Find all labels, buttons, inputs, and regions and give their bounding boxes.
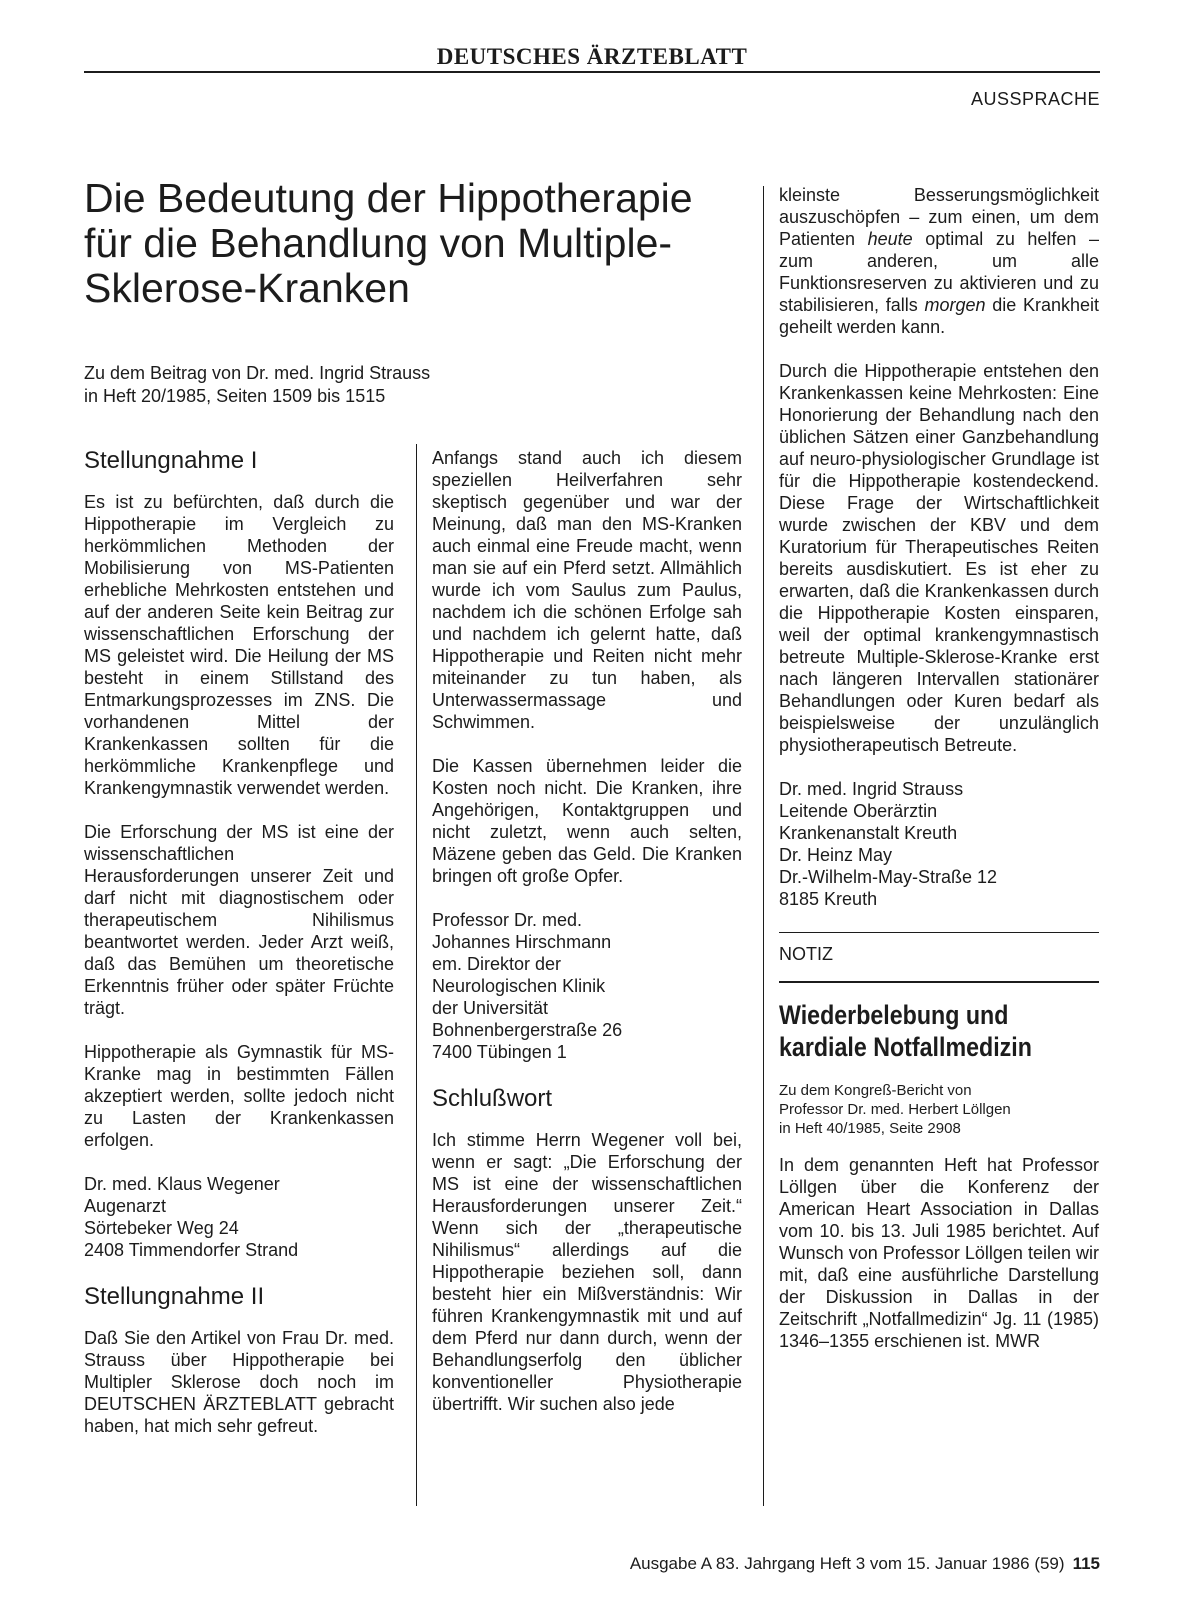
author-address <box>84 1173 394 1261</box>
address-line: Dr. Heinz May <box>779 845 893 865</box>
heading-stellungnahme-1: Stellungnahme I <box>84 447 258 474</box>
notiz-rule <box>779 932 1099 933</box>
text-run: kleinste Besserungsmöglichkeit auszuschöpfen – zum einen, um dem Patienten <box>779 185 1099 249</box>
page-number: 115 <box>1072 1554 1100 1573</box>
address-line: Leitende Oberärztin <box>779 801 938 821</box>
article-headline: Die Bedeutung der Hippotherapie für die Behandlung von Multiple-Sklerose-Kranken <box>84 175 693 311</box>
address-line: 2408 Timmendorfer Strand <box>84 1240 299 1260</box>
address-line: 8185 Kreuth <box>779 889 878 909</box>
paragraph: Die Kassen übernehmen leider die Kosten noch nicht. Die Kranken, ihre Angehörigen, Kontaktgruppen und nicht zuletzt, wenn auch selten, Mäzene geben das Geld. Die Kranken bringen oft große Opfer. <box>432 756 742 886</box>
article-reference <box>84 362 684 408</box>
address-line: 7400 Tübingen 1 <box>432 1042 567 1062</box>
column-3 <box>779 184 1099 1374</box>
notiz-title-line: kardiale Notfallmedizin <box>779 1032 1032 1062</box>
column-2 <box>432 447 742 1437</box>
notiz-ref-line: Zu dem Kongreß-Bericht von <box>779 1082 972 1099</box>
address-line: Dr. med. Klaus Wegener <box>84 1174 280 1194</box>
notiz-title <box>779 999 1054 1063</box>
section-label: AUSSPRACHE <box>970 89 1100 109</box>
address-line: Dr.-Wilhelm-May-Straße 12 <box>779 867 998 887</box>
author-address <box>779 778 1099 910</box>
address-line: em. Direktor der <box>432 954 562 974</box>
reference-line-2: in Heft 20/1985, Seiten 1509 bis 1515 <box>84 386 386 406</box>
notiz-text: In dem genannten Heft hat Professor Löllgen über die Konferenz der American Heart Association in Dallas vom 10. bis 13. Juli 1985 berichtet. Auf Wunsch von Professor Löllgen teilen wir mit, daß eine ausführliche Darstellung der Diskussion in Dallas in der Zeitschrift „Notfallmedizin“ Jg. 11 (1985) 1346–1355 erschienen ist. MWR <box>779 1155 1099 1351</box>
address-line: Bohnenbergerstraße 26 <box>432 1020 623 1040</box>
notiz-ref-line: Professor Dr. med. Herbert Löllgen <box>779 1101 1011 1118</box>
notiz-label: NOTIZ <box>779 944 833 964</box>
notiz-title-line: Wiederbelebung und <box>779 1000 1009 1030</box>
heading-stellungnahme-2: Stellungnahme II <box>84 1283 265 1310</box>
paragraph: Hippotherapie als Gymnastik für MS-Kranke mag in bestimmten Fällen akzeptiert werden, sollte jedoch nicht zu Lasten der Krankenkassen erfolgen. <box>84 1042 394 1150</box>
emphasis-morgen: morgen <box>924 295 986 315</box>
notiz-ref-line: in Heft 40/1985, Seite 2908 <box>779 1120 961 1137</box>
text-run: die Krankheit geheilt werden kann. <box>779 295 1099 337</box>
paragraph: Daß Sie den Artikel von Frau Dr. med. Strauss über Hippotherapie bei Multipler Sklerose doch noch im DEUTSCHEN ÄRZTEBLATT gebracht haben, hat mich sehr gefreut. <box>84 1328 394 1436</box>
address-line: Sörtebeker Weg 24 <box>84 1218 239 1238</box>
address-line: Krankenanstalt Kreuth <box>779 823 958 843</box>
page-footer <box>630 1554 1100 1574</box>
reference-line-1: Zu dem Beitrag von Dr. med. Ingrid Strauss <box>84 363 431 383</box>
notiz-reference <box>779 1081 1099 1138</box>
emphasis-heute: heute <box>867 229 913 249</box>
paragraph: Anfangs stand auch ich diesem speziellen Heilverfahren sehr skeptisch gegenüber und war der Meinung, daß man den MS-Kranken auch einmal eine Freude macht, wenn man sie auf ein Pferd setzt. Allmählich wurde ich vom Saulus zum Paulus, nachdem ich die schönen Erfolge sah und nachdem ich gelernt hatte, daß Hippotherapie und Reiten nicht mehr miteinander zu tun haben, als Unterwassermassage und Schwimmen. <box>432 448 742 732</box>
author-address <box>432 909 742 1063</box>
address-line: Dr. med. Ingrid Strauss <box>779 779 964 799</box>
issue-info: Ausgabe A 83. Jahrgang Heft 3 vom 15. Januar 1986 (59) <box>629 1554 1065 1573</box>
paragraph: Es ist zu befürchten, daß durch die Hippotherapie im Vergleich zu herkömmlichen Methoden der Mobilisierung von MS-Patienten erhebliche Mehrkosten entstehen und auf der anderen Seite kein Beitrag zur wissenschaftlichen Erforschung der MS geleistet wird. Die Heilung der MS besteht in einem Stillstand des Entmarkungsprozesses im ZNS. Die vorhandenen Mittel der Krankenkassen sollten für die herkömmliche Krankenpflege und Krankengymnastik verwendet werden. <box>84 492 394 798</box>
paragraph: Die Erforschung der MS ist eine der wissenschaftlichen Herausforderungen unserer Zeit und darf nicht mit diagnostischem oder therapeutischem Nihilismus beantwortet werden. Jeder Arzt weiß, daß das Bemühen um theoretische Erkenntnis früher oder später Früchte trägt. <box>84 822 394 1018</box>
paragraph <box>779 184 1099 338</box>
masthead: DEUTSCHES ÄRZTEBLATT <box>436 44 748 69</box>
address-line: Augenarzt <box>84 1196 167 1216</box>
address-line: der Universität <box>432 998 549 1018</box>
column-1 <box>84 447 394 1459</box>
address-line: Professor Dr. med. <box>432 910 583 930</box>
address-line: Neurologischen Klinik <box>432 976 606 996</box>
text-run: optimal zu helfen – zum anderen, um alle Funktionsreserven zu aktivieren und zu stabilisieren, falls <box>779 229 1100 315</box>
column-divider-2 <box>763 186 764 1506</box>
masthead-rule <box>84 71 1100 73</box>
heading-schlusswort: Schlußwort <box>432 1085 553 1112</box>
paragraph: Ich stimme Herrn Wegener voll bei, wenn er sagt: „Die Erforschung der MS ist eine der wissenschaftlichen Herausforderungen unserer Zeit.“ Wenn sich der „therapeutische Nihilismus“ allerdings auf die Hippotherapie beziehen soll, dann besteht hier ein Mißverständnis: Wir führen Krankengymnastik mit und auf dem Pferd nur dann durch, wenn der Behandlungserfolg den üblicher konventioneller Physiotherapie übertrifft. Wir suchen also jede <box>432 1130 742 1414</box>
paragraph: Durch die Hippotherapie entstehen den Krankenkassen keine Mehrkosten: Eine Honorierung der Behandlung nach den üblichen Sätzen einer Ganzbehandlung auf neuro-physiologischer Grundlage ist für die Hippotherapie kostendeckend. Diese Frage der Wirtschaftlichkeit wurde zwischen der KBV und dem Kuratorium für Therapeutisches Reiten bereits ausdiskutiert. Es ist eher zu erwarten, daß die Krankenkassen durch die Hippotherapie Kosten einsparen, weil der optimal krankengymnastisch betreute Multiple-Sklerose-Kranke erst nach längeren Intervallen stationärer Behandlungen oder Kuren bedarf als beispielsweise der unzulänglich physiotherapeutisch Betreute. <box>779 361 1099 755</box>
notiz-rule-heavy <box>779 981 1099 983</box>
column-divider-1 <box>416 444 417 1506</box>
address-line: Johannes Hirschmann <box>432 932 612 952</box>
